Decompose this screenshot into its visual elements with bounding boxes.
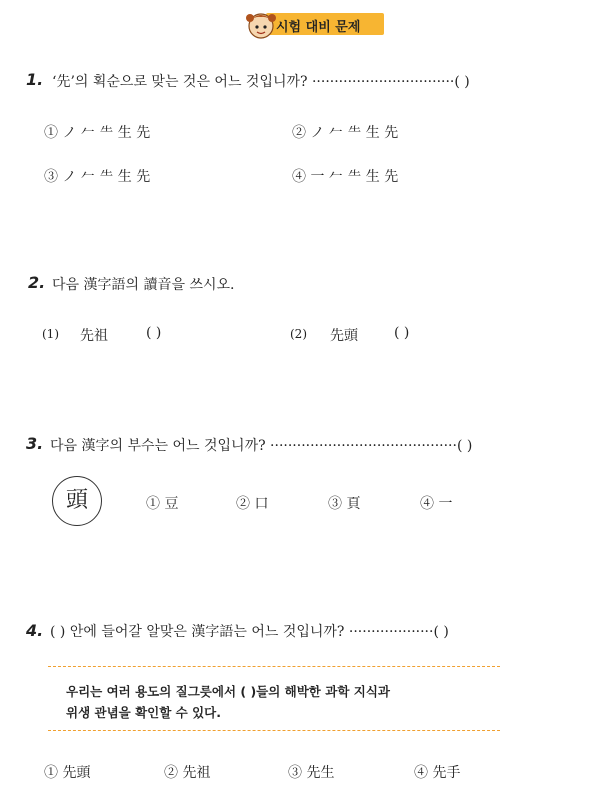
q4-number: 4. [26,621,44,640]
mascot-icon [244,8,278,42]
q2-text: 다음 漢字語의 讀音을 쓰시오. [52,277,235,293]
q3-option-4[interactable]: ④ 一 [420,496,453,512]
q2-item2-blank[interactable]: ( ) [394,325,410,341]
q2-item1-blank[interactable]: ( ) [146,325,162,341]
q4-option-4[interactable]: ④ 先手 [414,765,461,781]
q1-option-4[interactable]: ④ 一 𠂉 ⺧ 生 先 [292,169,399,185]
q3-option-3[interactable]: ③ 頁 [328,496,361,512]
q2-number: 2. [28,273,46,292]
q3-hanja: 頭 [65,488,88,513]
q4-box-line1: 우리는 여러 용도의 질그릇에서 ( )들의 해박한 과학 지식과 [66,684,390,699]
q1-number: 1. [26,70,44,89]
q2-item2-word: 先頭 [330,328,358,344]
q3-option-2[interactable]: ② 口 [236,496,269,512]
q3-text: 다음 漢字의 부수는 어느 것입니까? ··········································( ) [50,438,473,454]
q4-text: ( ) 안에 들어갈 알맞은 漢字語는 어느 것입니까? ···················( ) [50,624,449,640]
q4-box-line2: 위생 관념을 확인할 수 있다. [66,705,221,720]
q3-hanja-circle [52,476,102,526]
q2-item2-label: (2) [290,327,307,341]
q3-option-1[interactable]: ① 豆 [146,496,179,512]
section-header [244,8,384,38]
q4-option-2[interactable]: ② 先祖 [164,765,211,781]
q3-number: 3. [26,434,44,453]
q4-option-3[interactable]: ③ 先生 [288,765,335,781]
q4-box-bottom-border [48,730,500,731]
q4-option-1[interactable]: ① 先頭 [44,765,91,781]
q2-item1-label: (1) [42,327,59,341]
q1-text: ‘先’의 획순으로 맞는 것은 어느 것입니까? ································( ) [52,74,470,90]
q1-option-2[interactable]: ② ノ 𠂉 ⺧ 生 先 [292,125,399,141]
q1-option-1[interactable]: ① ノ 𠂉 ⺧ 生 先 [44,125,151,141]
q4-box-top-border [48,666,500,667]
header-title: 시험 대비 문제 [276,20,361,35]
q2-item1-word: 先祖 [80,328,108,344]
q1-option-3[interactable]: ③ ノ 𠂉 ⺧ 生 先 [44,169,151,185]
